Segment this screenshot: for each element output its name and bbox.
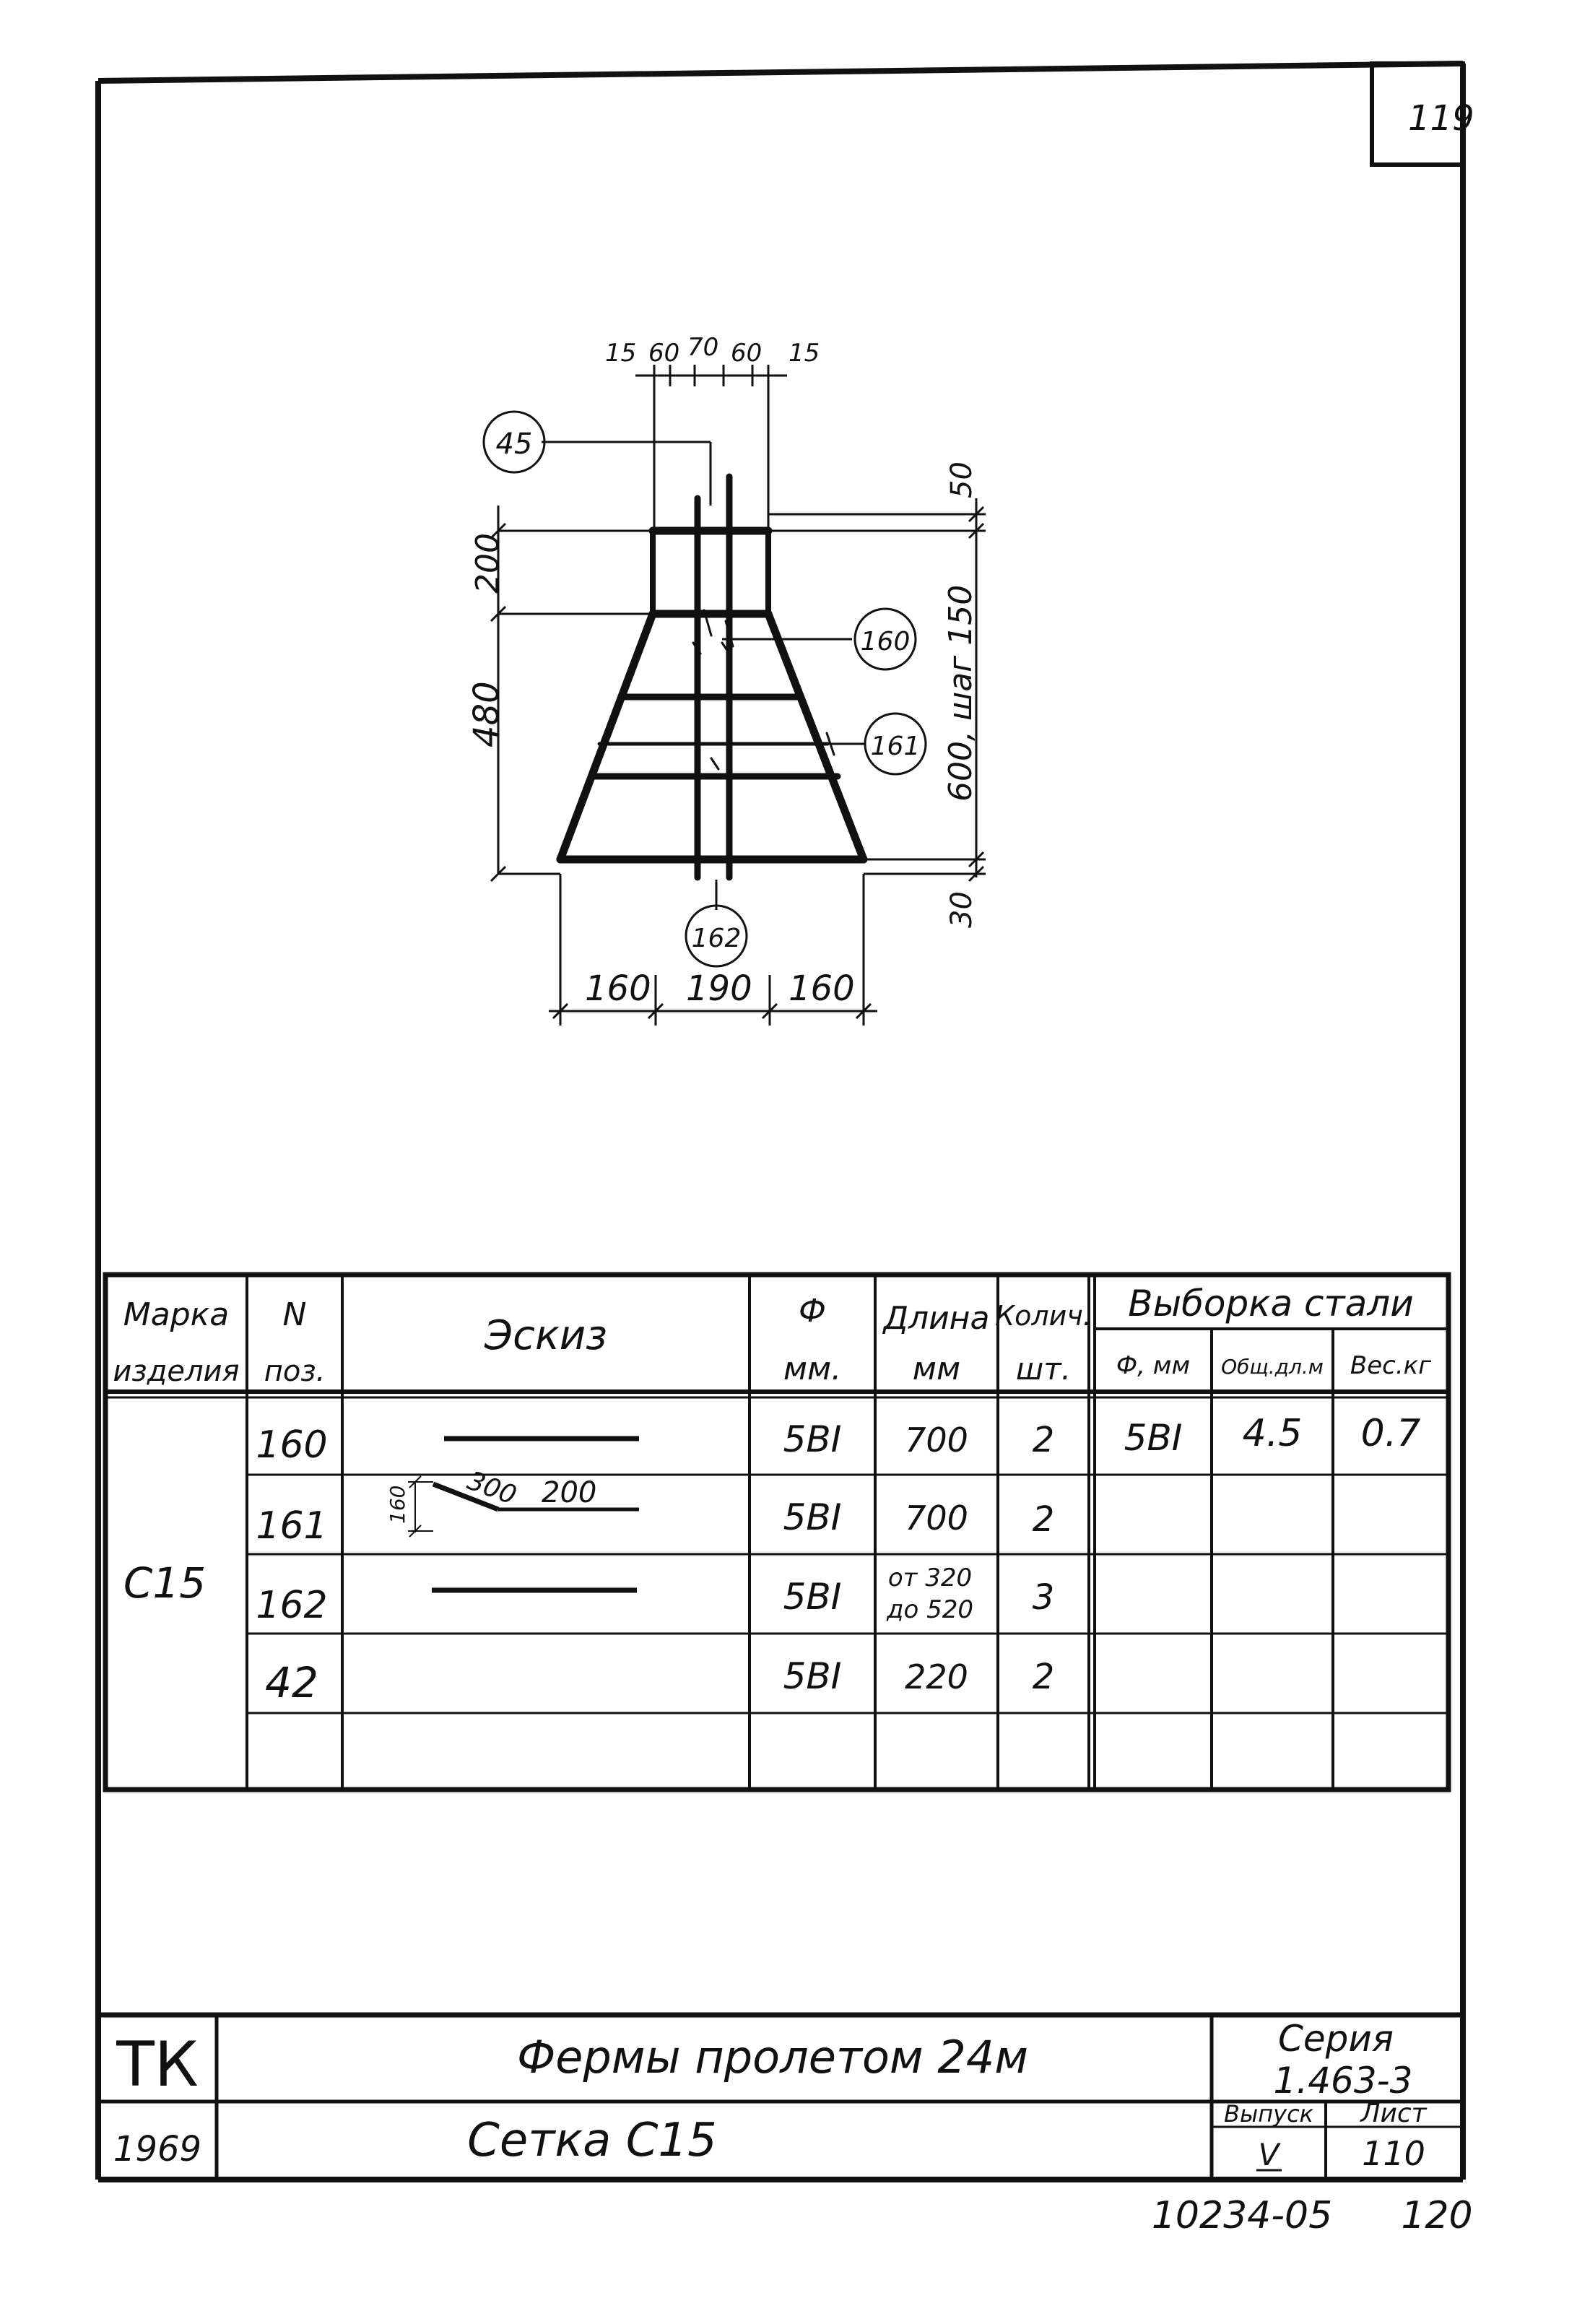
row-qty: 2 [1032, 1499, 1055, 1540]
row-length: 700 [905, 1421, 968, 1460]
row-qty: 2 [1032, 1657, 1055, 1697]
header-mark-line1: Марка [123, 1296, 230, 1333]
header-diam-line1: Ф [799, 1293, 826, 1330]
row-diam: 5ВI [783, 1496, 842, 1538]
row-length: 220 [905, 1657, 968, 1696]
row-diam: 5ВI [783, 1576, 842, 1618]
steel-summary [1124, 1412, 1421, 1459]
corner-sheet-number: 119 [1408, 98, 1474, 139]
header-length-line2: мм [912, 1350, 961, 1387]
bottom-dim-right: 160 [788, 968, 855, 1009]
steel-total-length: 4.5 [1242, 1412, 1303, 1455]
table-row [256, 1418, 1054, 1467]
header-pos-line2: поз. [264, 1355, 326, 1388]
year: 1969 [113, 2129, 202, 2169]
series-label: Серия [1278, 2018, 1394, 2060]
mesh-sketch [560, 376, 864, 877]
header-qty-line2: шт. [1015, 1351, 1072, 1387]
right-dim-50: 50 [945, 461, 978, 498]
steel-weight: 0.7 [1360, 1412, 1421, 1455]
drawing-subtitle: Сетка С15 [467, 2114, 717, 2167]
sheet-frame [98, 64, 1463, 2180]
header-qty-line1: Колич. [995, 1300, 1092, 1332]
top-dim-2: 70 [687, 333, 719, 362]
row-sketch-dim-height: 160 [386, 1485, 409, 1524]
drawing-title: Фермы пролетом 24м [516, 2031, 1029, 2084]
header-steel-weight: Вес.кг [1350, 1351, 1432, 1380]
row-sketch-dim-straight: 200 [542, 1476, 597, 1509]
header-steel-total: Общ.дл.м [1221, 1355, 1324, 1379]
product-mark: С15 [123, 1558, 207, 1608]
position-tag-label-162: 162 [691, 924, 742, 953]
spec-table-header [113, 1283, 1432, 1388]
doc-number: 10234-05 [1151, 2194, 1333, 2237]
title-block [113, 2018, 1428, 2173]
row-pos: 162 [256, 1584, 328, 1627]
steel-diam: 5ВI [1124, 1417, 1183, 1459]
table-row [256, 1564, 1054, 1627]
header-steel: Выборка стали [1128, 1283, 1414, 1324]
position-tag-label-45: 45 [495, 428, 533, 461]
row-diam: 5ВI [783, 1418, 842, 1460]
issue-label: Выпуск [1224, 2100, 1313, 2128]
position-tag-label-160: 160 [860, 627, 911, 656]
right-dim-30: 30 [945, 891, 978, 928]
top-dim-3: 60 [731, 339, 763, 368]
header-diam-line2: мм. [783, 1350, 842, 1387]
sheet-label: Лист [1360, 2099, 1427, 2128]
left-dim-200: 200 [469, 533, 506, 594]
org-code: ТК [116, 2029, 199, 2101]
row-length-to: до 520 [886, 1595, 974, 1624]
table-row [256, 1466, 1054, 1548]
row-pos: 42 [265, 1658, 318, 1707]
row-qty: 3 [1032, 1577, 1055, 1618]
sheet-value: 110 [1362, 2134, 1425, 2173]
page-number: 120 [1401, 2194, 1473, 2237]
position-tag-label-161: 161 [870, 732, 921, 761]
row-pos: 160 [256, 1423, 328, 1467]
row-length: 700 [905, 1499, 968, 1538]
top-dim-1: 60 [648, 339, 680, 368]
series-value: 1.463-3 [1273, 2060, 1413, 2102]
row-qty: 2 [1032, 1420, 1055, 1460]
row-sketch-dim-slope: 300 [463, 1465, 521, 1511]
left-dim-480: 480 [466, 681, 507, 747]
header-length-line1: Длина [883, 1300, 990, 1337]
row-pos: 161 [256, 1504, 328, 1548]
row-diam: 5ВI [783, 1655, 842, 1697]
issue-value: V [1258, 2137, 1280, 2172]
header-pos-line1: N [282, 1296, 307, 1333]
header-steel-diam: Ф, мм [1116, 1351, 1191, 1380]
row-sketch-bent-bar [408, 1476, 639, 1537]
header-sketch: Эскиз [485, 1312, 607, 1359]
row-length-from: от 320 [887, 1564, 973, 1592]
header-mark-line2: изделия [113, 1355, 240, 1388]
bottom-dim-left: 160 [585, 968, 651, 1009]
top-dim-0: 15 [605, 339, 637, 368]
table-row [265, 1655, 1054, 1707]
bottom-dim-middle: 190 [686, 968, 752, 1009]
top-dim-4: 15 [788, 339, 820, 368]
right-dim-600-step: 600, шаг 150 [942, 584, 979, 802]
